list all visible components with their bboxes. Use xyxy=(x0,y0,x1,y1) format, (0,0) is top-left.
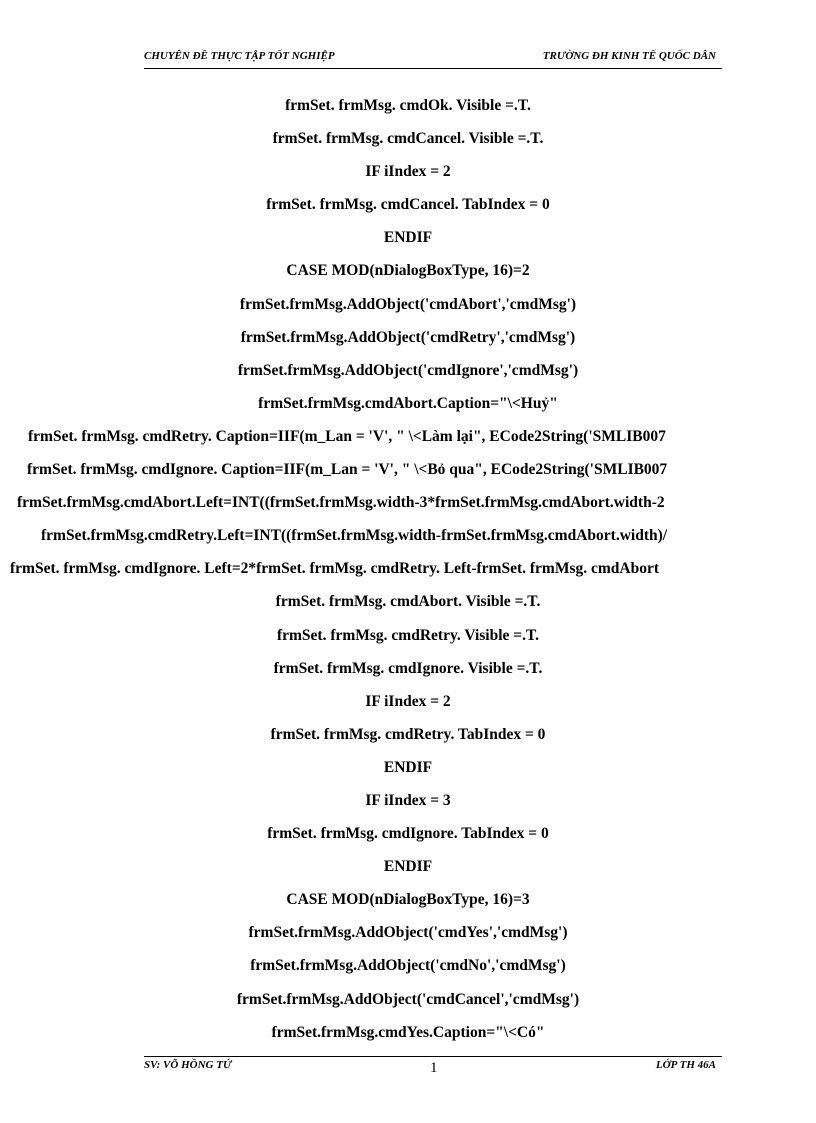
code-line: frmSet. frmMsg. cmdCancel. TabIndex = 0 xyxy=(266,196,550,214)
code-line: ENDIF xyxy=(383,229,433,247)
code-line: ENDIF xyxy=(383,758,433,776)
header-document-type: CHUYÊN ĐỀ THỰC TẬP TỐT NGHIỆP xyxy=(144,50,335,62)
code-line: frmSet. frmMsg. cmdIgnore. Caption=IIF(m_Lan = 'V', " \<Bỏ qua", ECode2String('SMLIB007 xyxy=(27,461,668,479)
code-line: IF iIndex = 3 xyxy=(365,791,451,809)
code-line: frmSet. frmMsg. cmdIgnore. Visible =.T. xyxy=(273,659,543,677)
code-line: CASE MOD(nDialogBoxType, 16)=2 xyxy=(286,262,530,280)
code-line: frmSet.frmMsg.cmdAbort.Left=INT((frmSet.frmMsg.width-3*frmSet.frmMsg.cmdAbort.width-2 xyxy=(17,494,665,512)
code-line: frmSet. frmMsg. cmdIgnore. Left=2*frmSet. frmMsg. cmdRetry. Left-frmSet. frmMsg. cmdAbort xyxy=(10,560,659,578)
code-line: frmSet.frmMsg.cmdRetry.Left=INT((frmSet.frmMsg.width-frmSet.frmMsg.cmdAbort.width)/ xyxy=(41,527,668,545)
header-university: TRƯỜNG ĐH KINH TẾ QUỐC DÂN xyxy=(542,50,716,62)
page-header xyxy=(144,48,722,69)
code-line: IF iIndex = 2 xyxy=(365,692,451,710)
page-footer xyxy=(144,1056,722,1079)
code-line: frmSet.frmMsg.cmdYes.Caption="\<Có" xyxy=(271,1023,545,1041)
code-line: frmSet.frmMsg.AddObject('cmdIgnore','cmdMsg') xyxy=(237,361,579,379)
code-line: frmSet. frmMsg. cmdOk. Visible =.T. xyxy=(285,97,531,114)
code-line: frmSet.frmMsg.AddObject('cmdCancel','cmdMsg') xyxy=(236,990,580,1008)
code-line: frmSet. frmMsg. cmdRetry. Caption=IIF(m_Lan = 'V', " \<Làm lại", ECode2String('SMLIB007 xyxy=(28,427,666,445)
code-line: frmSet.frmMsg.cmdAbort.Caption="\<Huỷ" xyxy=(258,394,558,412)
code-line: frmSet. frmMsg. cmdRetry. Visible =.T. xyxy=(276,626,540,644)
code-line: frmSet.frmMsg.AddObject('cmdYes','cmdMsg') xyxy=(248,924,568,942)
code-line: frmSet.frmMsg.AddObject('cmdRetry','cmdMsg') xyxy=(240,328,576,346)
code-line: frmSet. frmMsg. cmdCancel. Visible =.T. xyxy=(272,130,544,148)
code-line: frmSet. frmMsg. cmdIgnore. TabIndex = 0 xyxy=(267,825,549,843)
footer-class: LỚP TH 46A xyxy=(655,1059,716,1071)
code-line: frmSet.frmMsg.AddObject('cmdAbort','cmdMsg') xyxy=(239,295,577,313)
code-listing xyxy=(0,92,816,1041)
footer-student-name: SV: VÕ HỒNG TỨ xyxy=(144,1059,232,1071)
code-line: frmSet.frmMsg.AddObject('cmdNo','cmdMsg') xyxy=(250,957,566,975)
page-number: 1 xyxy=(430,1060,438,1076)
code-line: CASE MOD(nDialogBoxType, 16)=3 xyxy=(286,891,530,909)
code-line: IF iIndex = 2 xyxy=(365,163,451,181)
code-line: ENDIF xyxy=(383,858,433,876)
code-line: frmSet. frmMsg. cmdAbort. Visible =.T. xyxy=(275,593,541,611)
code-line: frmSet. frmMsg. cmdRetry. TabIndex = 0 xyxy=(270,725,546,743)
